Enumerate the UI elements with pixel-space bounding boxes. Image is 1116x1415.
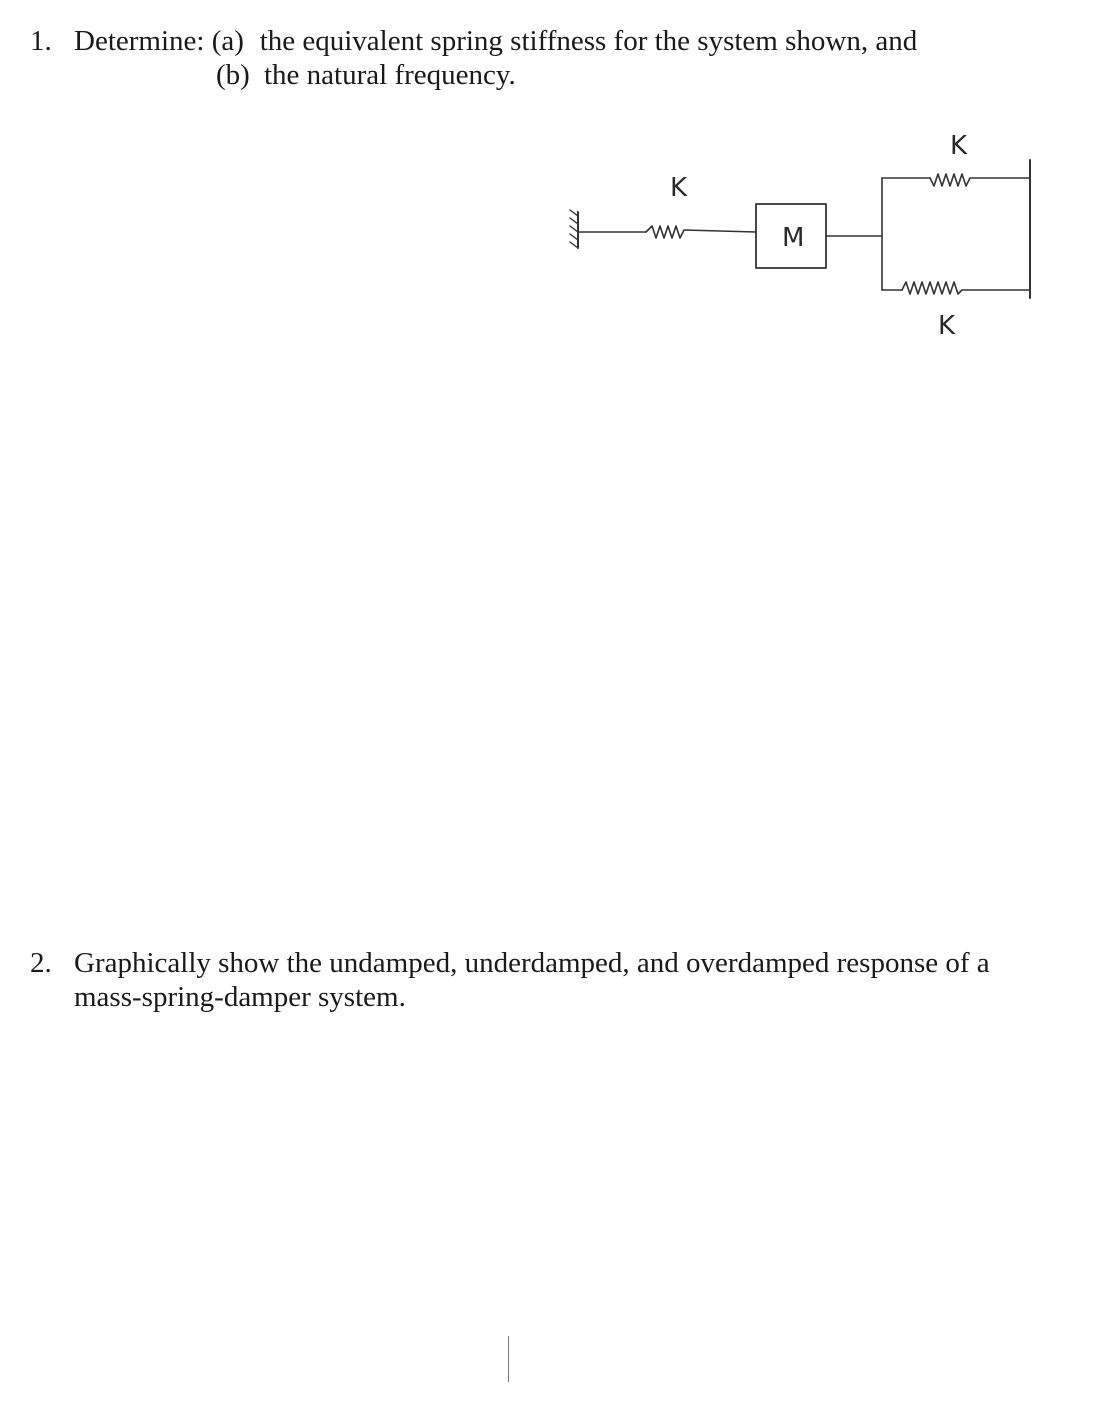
problem-2 bbox=[30, 946, 1080, 1014]
mass-label: M bbox=[782, 223, 805, 253]
left-spring bbox=[646, 226, 756, 238]
part-a-text: the equivalent spring stiffness for the system shown, and bbox=[259, 25, 918, 57]
problem-2-line-2 bbox=[30, 980, 1080, 1014]
problem-2-number: 2. bbox=[30, 947, 52, 979]
wall-hatch bbox=[570, 210, 578, 248]
top-spring-label: K bbox=[950, 131, 968, 161]
bottom-spring-label: K bbox=[938, 311, 956, 341]
problem-1 bbox=[30, 24, 1080, 92]
bottom-spring bbox=[902, 282, 1030, 294]
problem-2-text-1: Graphically show the undamped, underdamped, and overdamped response of a bbox=[74, 947, 990, 979]
part-b-text: the natural frequency. bbox=[264, 59, 516, 91]
problem-1-line-b bbox=[30, 58, 1080, 92]
problem-2-line-1 bbox=[30, 946, 1080, 980]
spring-mass-diagram bbox=[560, 120, 1060, 360]
problem-1-lead: Determine: bbox=[74, 25, 205, 57]
spring-mass-svg bbox=[560, 120, 1060, 360]
problem-2-text-2: mass-spring-damper system. bbox=[74, 981, 406, 1013]
part-b-label: (b) bbox=[216, 59, 250, 91]
left-spring-label: K bbox=[670, 173, 688, 203]
top-spring bbox=[930, 174, 1030, 186]
part-a-label: (a) bbox=[211, 25, 244, 57]
problem-1-number: 1. bbox=[30, 25, 52, 57]
scan-mark bbox=[508, 1336, 509, 1382]
problem-1-line-a bbox=[30, 24, 1080, 58]
